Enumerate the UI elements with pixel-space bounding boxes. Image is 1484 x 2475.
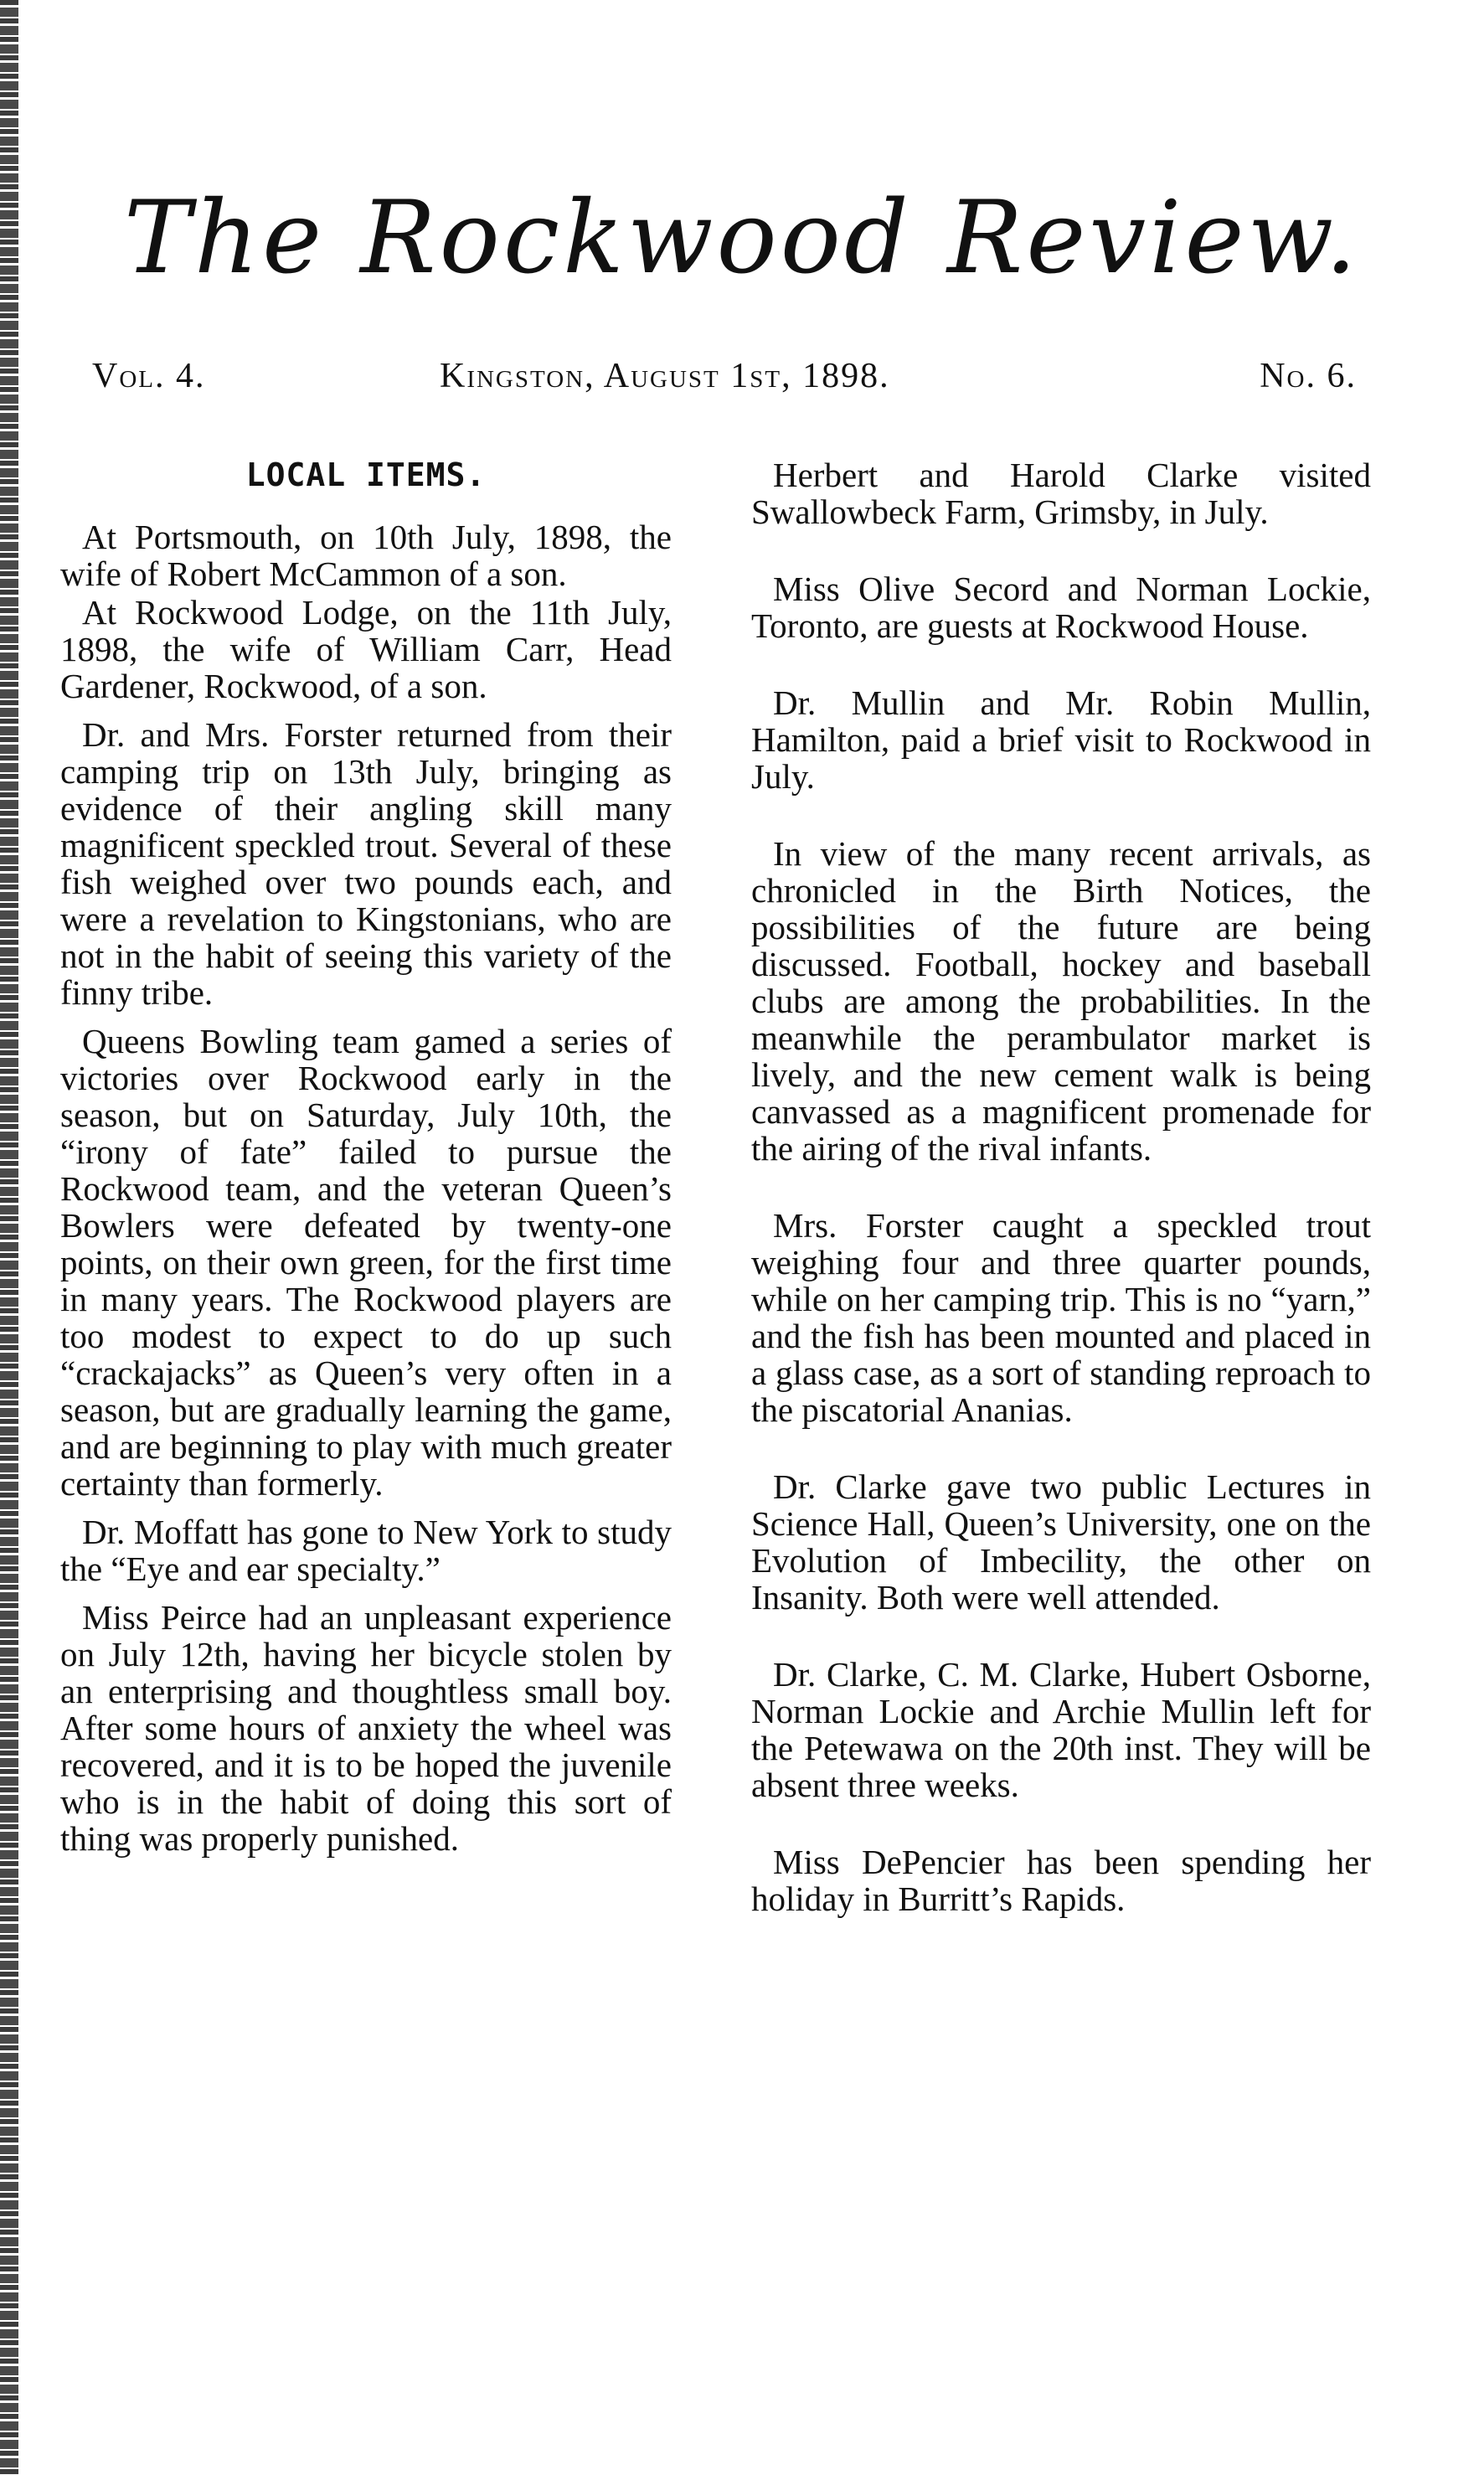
news-item: Miss Olive Secord and Norman Lockie, Toronto, are guests at Rockwood House. xyxy=(751,570,1371,645)
news-item: Dr. Clarke, C. M. Clarke, Hubert Osborne, Norman Lockie and Archie Mullin left for the Petewawa on the 20th inst. They will be absent three weeks. xyxy=(751,1655,1371,1804)
volume-label: Vol. 4. xyxy=(92,357,206,395)
news-item: Mrs. Forster caught a speckled trout weighing four and three quarter pounds, while on her camping trip. This is no “yarn,” and the fish has been mounted and placed in a glass case, as a sort of standing reproach to the piscatorial Ananias. xyxy=(751,1206,1371,1429)
news-item: Miss DePencier has been spending her holiday in Burritt’s Rapids. xyxy=(751,1843,1371,1918)
news-item: At Rockwood Lodge, on the 11th July, 1898, the wife of William Carr, Head Gardener, Rockwood, of a son. xyxy=(60,593,672,705)
section-heading: LOCAL ITEMS. xyxy=(245,456,487,493)
left-column xyxy=(60,456,672,1869)
news-item: Dr. Mullin and Mr. Robin Mullin, Hamilton, paid a brief visit to Rockwood in July. xyxy=(751,683,1371,796)
masthead-title: The Rockwood Review. xyxy=(123,180,1361,296)
issue-number-label: No. 6. xyxy=(1260,357,1357,395)
news-item: Herbert and Harold Clarke visited Swallowbeck Farm, Grimsby, in July. xyxy=(751,456,1371,531)
page-binding-edge xyxy=(0,0,18,2475)
news-item: Dr. Moffatt has gone to New York to study the “Eye and ear specialty.” xyxy=(60,1513,672,1588)
place-date-label: Kingston, August 1st, 1898. xyxy=(440,357,890,395)
right-column xyxy=(751,456,1371,1957)
news-item: At Portsmouth, on 10th July, 1898, the wife of Robert McCammon of a son. xyxy=(60,518,672,593)
news-item: Dr. Clarke gave two public Lectures in Science Hall, Queen’s University, one on the Evolution of Imbecility, the other on Insanity. Both were well attended. xyxy=(751,1467,1371,1616)
news-item: Queens Bowling team gamed a series of victories over Rockwood early in the season, but on Saturday, July 10th, the “irony of fate” failed to pursue the Rockwood team, and the veteran Queen’s Bowlers were defeated by twenty-one points, on their own green, for the first time in many years. The Rockwood players are too modest to expect to do up such “crackajacks” as Queen’s very often in a season, but are gradually learning the game, and are beginning to play with much greater certainty than formerly. xyxy=(60,1022,672,1503)
news-item: In view of the many recent arrivals, as chronicled in the Birth Notices, the possibilities of the future are being discussed. Football, hockey and baseball clubs are among the probabilities. In the meanwhile the perambulator market is lively, and the new cement walk is being canvassed as a magnificent promenade for the airing of the rival infants. xyxy=(751,834,1371,1168)
news-item: Miss Peirce had an unpleasant experience on July 12th, having her bicycle stolen by an enterprising and thoughtless small boy. After some hours of anxiety the wheel was recovered, and it is to be hoped the juvenile who is in the habit of doing this sort of thing was properly punished. xyxy=(60,1598,672,1858)
news-item: Dr. and Mrs. Forster returned from their camping trip on 13th July, bringing as evidence of their angling skill many magnificent speckled trout. Several of these fish weighed over two pounds each, and were a revelation to Kingstonians, who are not in the habit of seeing this variety of the finny tribe. xyxy=(60,715,672,1012)
